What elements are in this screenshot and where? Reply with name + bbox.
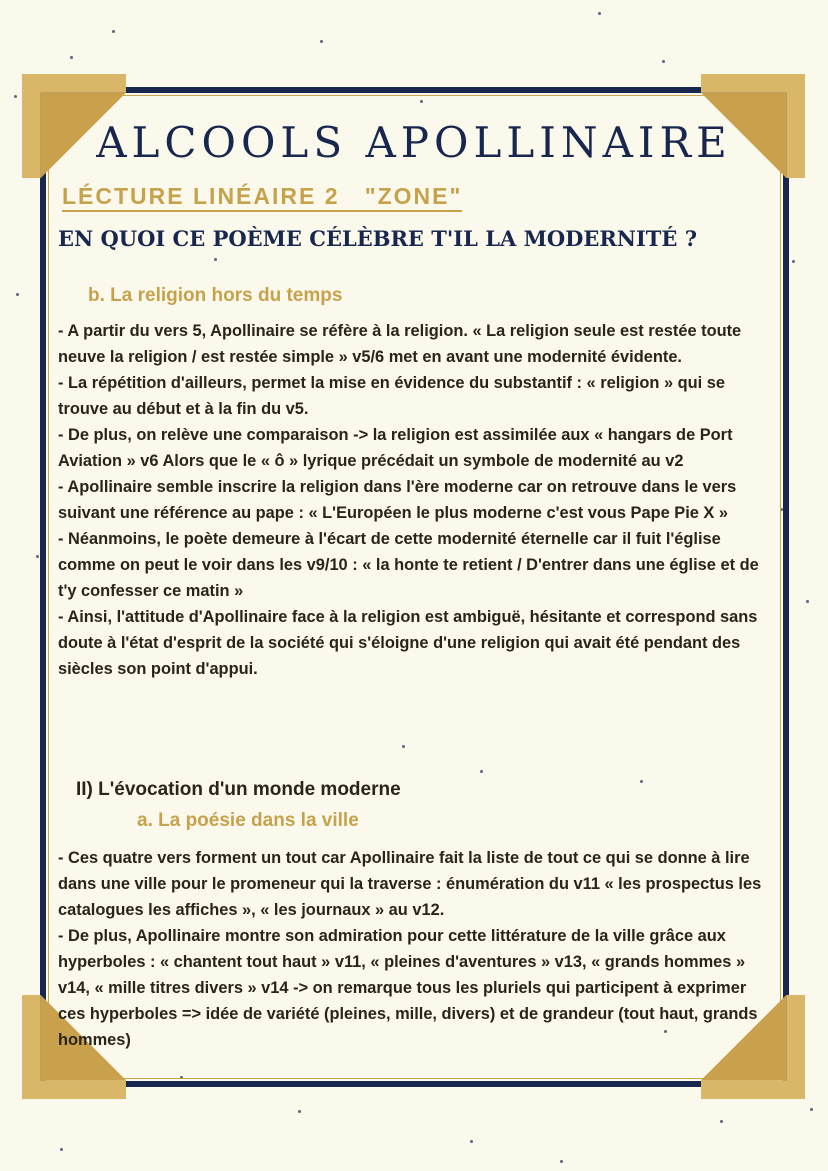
lecture-subtitle: LÉCTURE LINÉAIRE 2 "ZONE" [62,183,462,212]
page-title: ALCOOLS APOLLINAIRE [96,118,732,167]
paragraph: - Ces quatre vers forment un tout car Apollinaire fait la liste de tout ce qui se donne à lire dans une ville pour le promeneur qui la traverse : énumération du v11 « les prospectus les catalogues les affiches », « les journaux » au v12. [58,849,762,919]
paragraph: - Apollinaire semble inscrire la religion dans l'ère moderne car on retrouve dans le vers suivant une référence au pape : « L'Européen le plus moderne c'est vous Pape Pie X » [58,478,737,522]
paragraph: - La répétition d'ailleurs, permet la mise en évidence du substantif : « religion » qui se trouve au début et à la fin du v5. [58,374,725,418]
paragraph: - De plus, on relève une comparaison -> la religion est assimilée aux « hangars de Port Aviation » v6 Alors que le « ô » lyrique précédait un symbole de modernité au v2 [58,426,733,470]
section-b-heading: b. La religion hors du temps [88,285,343,306]
paragraph: - Ainsi, l'attitude d'Apollinaire face à la religion est ambiguë, hésitante et correspond sans doute à l'état d'esprit de la société qui s'éloigne d'une religion qui avait été pendant des siècles son point d'appui. [58,608,758,678]
section-ii-subheading: a. La poésie dans la ville [137,810,359,831]
paragraph: - Néanmoins, le poète demeure à l'écart de cette modernité éternelle car il fuit l'église comme on peut le voir dans les v9/10 : « la honte te retient / D'entrer dans une église et de t'y confesser ce matin » [58,530,759,600]
section-ii-heading: II) L'évocation d'un monde moderne [76,779,401,800]
section-ii-body [58,845,778,1053]
section-b-body [58,318,778,682]
paragraph: - A partir du vers 5, Apollinaire se réfère à la religion. « La religion seule est restée toute neuve la religion / est restée simple » v5/6 met en avant une modernité évidente. [58,322,742,366]
problem-question: EN QUOI CE POÈME CÉLÈBRE T'IL LA MODERNITÉ ? [58,226,698,251]
paragraph: - De plus, Apollinaire montre son admiration pour cette littérature de la ville grâce aux hyperboles : « chantent tout haut » v11, « pleines d'aventures » v13, « grands hommes » v14, « mille titres divers » v14 -> on remarque tous les pluriels qui participent à exprimer ces hyperboles => idée de variété (pleines, mille, divers) et de grandeur (tout haut, grands hommes) [58,927,758,1049]
